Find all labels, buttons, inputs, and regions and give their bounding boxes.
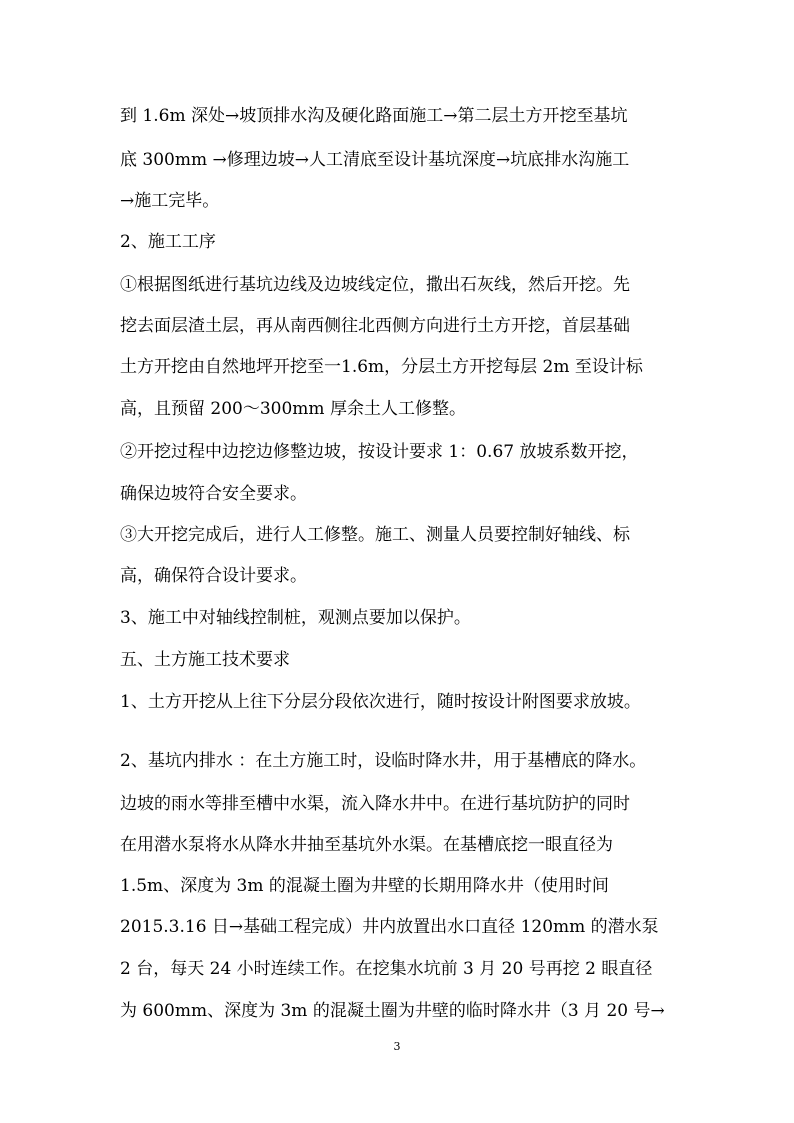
text-line-12: 高，确保符合设计要求。 <box>120 566 307 586</box>
text-line-8: 高，且预留 200～300mm 厚余土人工修整。 <box>120 399 466 419</box>
text-line-18: 在用潜水泵将水从降水井抽至基坑外水渠。在基槽底挖一眼直径为 <box>120 835 613 855</box>
text-line-11: ③大开挖完成后，进行人工修整。施工、测量人员要控制好轴线、标 <box>120 525 630 545</box>
text-line-6: 挖去面层渣土层，再从南西侧往北西侧方向进行土方开挖，首层基础 <box>120 316 630 336</box>
section-heading-construction-sequence: 2、施工工序 <box>120 232 216 252</box>
text-line-22: 为 600mm、深度为 3m 的混凝土圈为井壁的临时降水井（3 月 20 号→ <box>120 1001 665 1021</box>
text-line-5: ①根据图纸进行基坑边线及边坡线定位，撒出石灰线，然后开挖。先 <box>120 275 630 295</box>
text-line-2: 底 300mm →修理边坡→人工清底至设计基坑深度→坑底排水沟施工 <box>120 150 630 170</box>
text-line-16: 2、基坑内排水 ：在土方施工时，设临时降水井，用于基槽底的降水。 <box>120 751 647 771</box>
text-line-19: 1.5m、深度为 3m 的混凝土圈为井壁的长期用降水井（使用时间 <box>120 876 609 896</box>
text-line-9: ②开挖过程中边挖边修整边坡，按设计要求 1：0.67 放坡系数开挖， <box>120 442 639 462</box>
text-line-15: 1、土方开挖从上往下分层分段依次进行，随时按设计附图要求放坡。 <box>120 692 641 712</box>
text-line-17: 边坡的雨水等排至槽中水渠，流入降水井中。在进行基坑防护的同时 <box>120 794 630 814</box>
page-number: 3 <box>393 1040 401 1053</box>
text-line-3: →施工完毕。 <box>120 191 220 211</box>
text-line-10: 确保边坡符合安全要求。 <box>120 484 307 504</box>
section-heading-earthwork-requirements: 五、土方施工技术要求 <box>120 650 290 670</box>
text-line-21: 2 台，每天 24 小时连续工作。在挖集水坑前 3 月 20 号再挖 2 眼直径 <box>120 959 653 979</box>
text-line-7: 土方开挖由自然地坪开挖至一1.6m，分层土方开挖每层 2m 至设计标 <box>120 357 643 377</box>
text-line-13: 3、施工中对轴线控制桩，观测点要加以保护。 <box>120 608 471 628</box>
text-line-1: 到 1.6m 深处→坡顶排水沟及硬化路面施工→第二层土方开挖至基坑 <box>120 106 628 126</box>
text-line-20: 2015.3.16 日→基础工程完成）井内放置出水口直径 120mm 的潜水泵 <box>120 917 659 937</box>
